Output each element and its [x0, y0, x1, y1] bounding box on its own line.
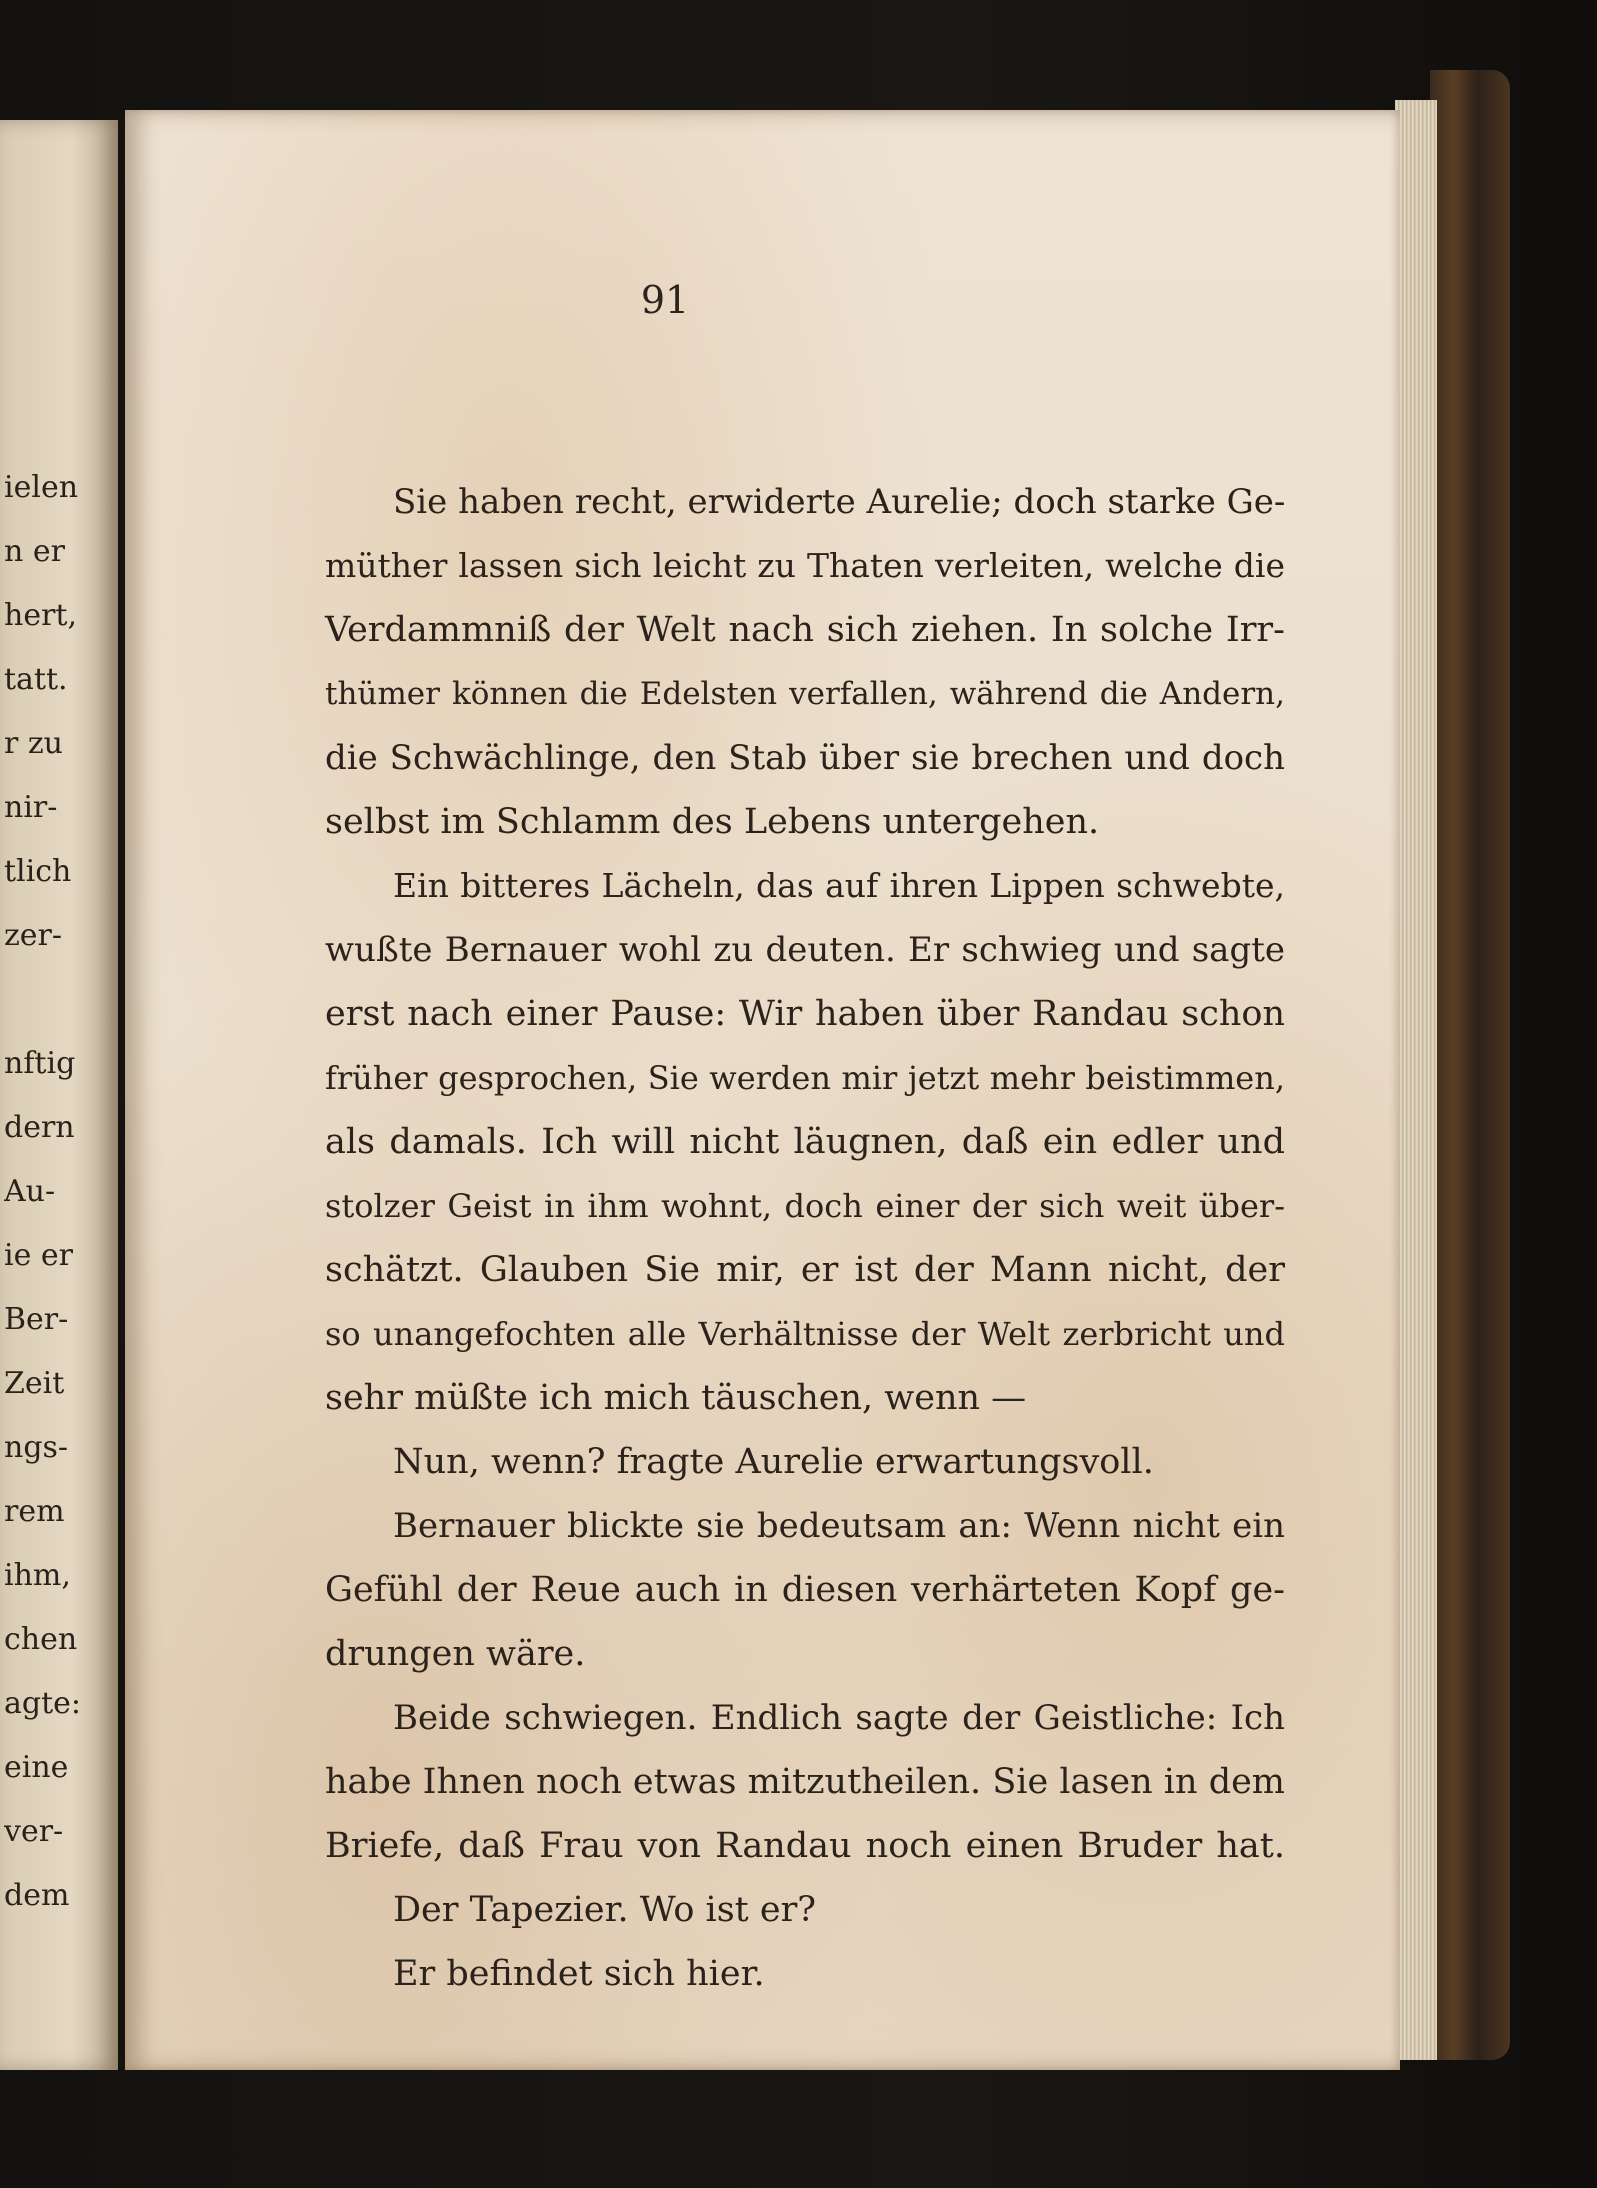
- left-page-fragment: zer-: [4, 918, 63, 953]
- text-line: müther lassen sich leicht zu Thaten verleiten, welche die: [325, 546, 1285, 585]
- left-page-fragment: [4, 982, 104, 1046]
- left-page-fragment: agte:: [4, 1686, 82, 1721]
- left-page-fragment: tlich: [4, 854, 72, 889]
- text-line: habe Ihnen noch etwas mitzutheilen. Sie lasen in dem: [325, 1762, 1285, 1802]
- right-page: [125, 110, 1400, 2070]
- left-page-fragment: dem: [4, 1878, 70, 1913]
- left-page-fragment: hert,: [4, 598, 78, 633]
- left-page-fragment: Ber-: [4, 1302, 69, 1337]
- text-line: Sie haben recht, erwiderte Aurelie; doch starke Ge-: [393, 482, 1286, 522]
- text-line: früher gesprochen, Sie werden mir jetzt mehr beistimmen,: [325, 1059, 1285, 1097]
- text-line: Nun, wenn? fragte Aurelie erwartungsvoll.: [393, 1442, 1154, 1482]
- left-page-fragment: ielen: [4, 470, 79, 505]
- left-page-fragment: ngs-: [4, 1430, 69, 1465]
- text-line: selbst im Schlamm des Lebens untergehen.: [325, 802, 1100, 842]
- body-text: [325, 470, 1285, 2006]
- left-page-fragment: ie er: [4, 1238, 73, 1273]
- text-line: wußte Bernauer wohl zu deuten. Er schwieg und sagte: [325, 930, 1285, 970]
- text-line: Briefe, daß Frau von Randau noch einen Bruder hat.: [325, 1826, 1285, 1866]
- left-page-fragment: dern: [4, 1110, 75, 1145]
- page-edges: [1395, 100, 1437, 2060]
- left-page-text-fragments: [4, 470, 104, 1942]
- left-page: [0, 120, 118, 2070]
- text-line: Verdammniß der Welt nach sich ziehen. In solche Irr-: [325, 610, 1285, 650]
- left-page-fragment: rem: [4, 1494, 65, 1529]
- text-line: stolzer Geist in ihm wohnt, doch einer der sich weit über-: [325, 1187, 1285, 1225]
- text-line: Bernauer blickte sie bedeutsam an: Wenn nicht ein: [393, 1506, 1285, 1546]
- text-line: Beide schwiegen. Endlich sagte der Geistliche: Ich: [393, 1698, 1285, 1738]
- text-line: thümer können die Edelsten verfallen, während die Andern,: [325, 676, 1285, 712]
- text-line: Gefühl der Reue auch in diesen verhärteten Kopf ge-: [325, 1570, 1285, 1610]
- left-page-fragment: ver-: [4, 1814, 64, 1849]
- left-page-fragment: Zeit: [4, 1366, 65, 1401]
- text-line: Ein bitteres Lächeln, das auf ihren Lippen schwebte,: [393, 866, 1285, 905]
- text-line: die Schwächlinge, den Stab über sie brechen und doch: [325, 738, 1285, 778]
- text-line: Der Tapezier. Wo ist er?: [393, 1890, 817, 1930]
- left-page-fragment: r zu: [4, 726, 64, 761]
- book-spine: [1430, 70, 1510, 2060]
- left-page-fragment: n er: [4, 534, 65, 569]
- text-line: drungen wäre.: [325, 1634, 586, 1674]
- text-line: erst nach einer Pause: Wir haben über Randau schon: [325, 994, 1285, 1034]
- left-page-fragment: Au-: [4, 1174, 56, 1209]
- text-line: als damals. Ich will nicht läugnen, daß ein edler und: [325, 1122, 1285, 1162]
- left-page-fragment: eine: [4, 1750, 69, 1785]
- text-line: so unangefochten alle Verhältnisse der Welt zerbricht und: [325, 1315, 1285, 1353]
- left-page-fragment: nftig: [4, 1046, 76, 1081]
- text-line: schätzt. Glauben Sie mir, er ist der Mann nicht, der: [325, 1250, 1285, 1290]
- left-page-fragment: chen: [4, 1622, 78, 1657]
- left-page-fragment: nir-: [4, 790, 58, 825]
- left-page-fragment: tatt.: [4, 662, 68, 697]
- left-page-fragment: ihm,: [4, 1558, 71, 1593]
- page-number: 91: [640, 278, 690, 322]
- text-line: Er befindet sich hier.: [393, 1954, 765, 1994]
- text-line: sehr müßte ich mich täuschen, wenn —: [325, 1378, 1027, 1418]
